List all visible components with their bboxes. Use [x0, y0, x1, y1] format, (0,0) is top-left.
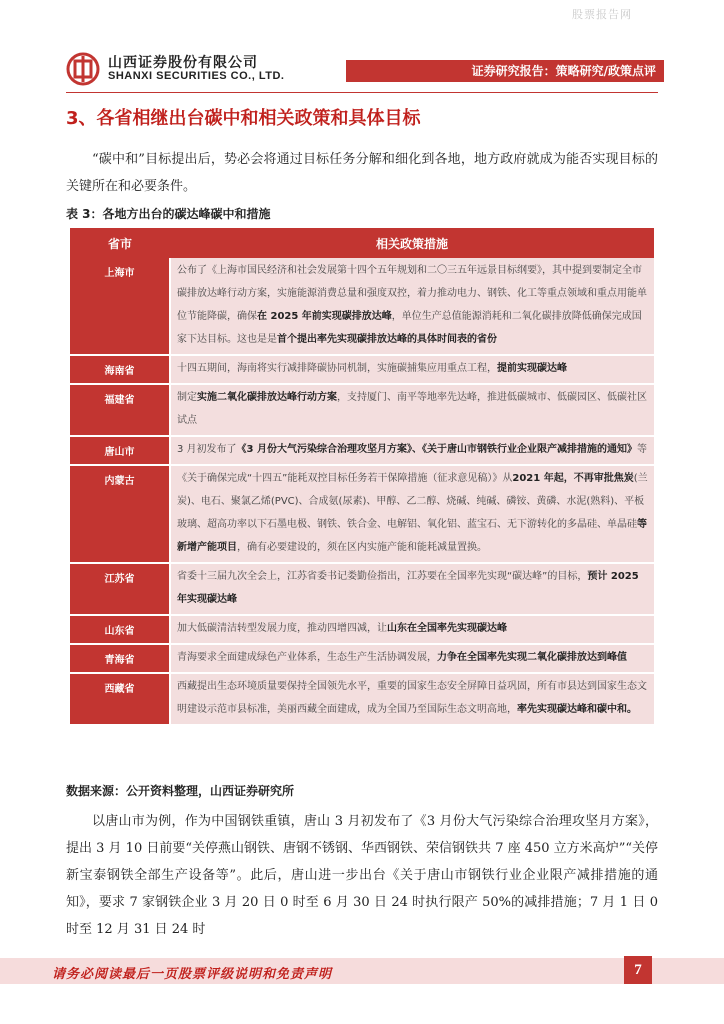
measure-highlight: 等新增产能项目 — [177, 519, 647, 553]
table-row — [70, 258, 654, 355]
report-type-banner: 证券研究报告：策略研究/政策点评 — [346, 60, 664, 82]
measure-cell — [170, 563, 654, 615]
province-cell: 海南省 — [70, 355, 170, 384]
company-logo-icon — [66, 52, 100, 86]
measure-highlight: 山东在全国率先实现碳达峰 — [387, 623, 507, 634]
measure-cell — [170, 465, 654, 563]
measure-text: 西藏提出生态环境质量要保持全国领先水平，重要的国家生态安全屏障日益巩固，所有市县达到国家生态文明建设示范市县标准，美丽西藏全面建成，成为全国乃至国际生态文明高地， — [177, 681, 647, 715]
province-cell: 内蒙古 — [70, 465, 170, 563]
table-row — [70, 563, 654, 615]
table-row — [70, 436, 654, 465]
table-row — [70, 384, 654, 436]
measure-highlight: 2021 年起，不再审批焦炭 — [512, 473, 634, 484]
measure-cell — [170, 355, 654, 384]
data-source: 数据来源：公开资料整理，山西证券研究所 — [66, 784, 295, 798]
measure-cell — [170, 436, 654, 465]
measure-highlight: 《3 月份大气污染综合治理攻坚月方案》、《关于唐山市钢铁行业企业限产减排措施的通知》 — [236, 444, 637, 455]
measure-cell — [170, 673, 654, 725]
table-row — [70, 673, 654, 725]
measure-text: ，单位生产总值能源消耗和二氧化碳排放降低确保完成国家下达目标。这也是是 — [177, 311, 642, 345]
policy-table — [70, 228, 654, 726]
measure-text: (兰炭)、电石、聚氯乙烯(PVC)、合成氨(尿素)、甲醇、乙二醇、烧碱、纯碱、磷铵、黄磷、水泥(熟料)、平板玻璃、超高功率以下石墨电极、钢铁、铁合金、电解铝、氧化铝、蓝宝石、无下游转化的多晶硅、单晶硅 — [177, 473, 648, 530]
measure-text: 十四五期间，海南将实行减排降碳协同机制，实施碳捕集应用重点工程， — [177, 363, 497, 374]
body-paragraph: 以唐山市为例，作为中国钢铁重镇，唐山 3 月初发布了《3 月份大气污染综合治理攻坚月方案》，提出 3 月 10 日前要“关停燕山钢铁、唐钢不锈钢、华西钢铁、荣信钢铁共 7 座 450 立方米高炉”“关停新宝泰钢铁全部生产设备等”。此后，唐山进一步出台《关于唐山市钢铁行业企业限产减排措施的通知》，要求 7 家钢铁企业 3 月 20 日 0 时至 6 月 30 日 24 时执行限产 50%的减排措施；7 月 1 日 0 时至 12 月 31 日 24 时 — [66, 814, 658, 937]
measure-cell — [170, 258, 654, 355]
page-number: 7 — [624, 956, 652, 984]
table-row — [70, 355, 654, 384]
measure-highlight: 首个提出率先实现碳排放达峰的具体时间表的省份 — [277, 334, 497, 345]
measure-highlight: 提前实现碳达峰 — [497, 363, 567, 374]
company-name-cn: 山西证券股份有限公司 — [108, 55, 258, 71]
table-header-row — [70, 228, 654, 258]
measure-highlight: 在 2025 年前实现碳排放达峰 — [257, 311, 392, 322]
table-caption: 表 3：各地方出台的碳达峰碳中和措施 — [66, 207, 271, 221]
measure-text: 公布了《上海市国民经济和社会发展第十四个五年规划和二〇三五年远景目标纲要》，其中提到要制定全市碳排放达峰行动方案，实施能源消费总量和强度双控，着力推动电力、钢铁、化工等重点领域和重点用能单位节能降碳，确保 — [177, 265, 647, 322]
province-cell: 山东省 — [70, 615, 170, 644]
header-divider — [66, 92, 658, 93]
measure-text: 省委十三届九次全会上，江苏省委书记娄勤俭指出，江苏要在全国率先实现“碳达峰”的目标， — [177, 571, 588, 582]
measure-highlight: 率先实现碳达峰和碳中和。 — [517, 704, 637, 715]
province-cell: 福建省 — [70, 384, 170, 436]
measure-highlight: 力争在全国率先实现二氧化碳排放达到峰值 — [437, 652, 627, 663]
province-cell: 江苏省 — [70, 563, 170, 615]
measure-cell — [170, 644, 654, 673]
province-cell: 西藏省 — [70, 673, 170, 725]
province-cell: 上海市 — [70, 258, 170, 355]
measure-text: 等 — [637, 444, 647, 455]
measure-cell — [170, 384, 654, 436]
company-name-en: SHANXI SECURITIES CO., LTD. — [108, 70, 285, 82]
province-cell: 唐山市 — [70, 436, 170, 465]
watermark-text: 股票报告网 — [572, 8, 632, 21]
measure-text: ，确有必要建设的，须在区内实施产能和能耗减量置换。 — [237, 542, 487, 553]
section-title: 3、各省相继出台碳中和相关政策和具体目标 — [66, 108, 421, 129]
table-row — [70, 644, 654, 673]
measure-text: 青海要求全面建成绿色产业体系，生态生产生活协调发展， — [177, 652, 437, 663]
measure-text: 制定 — [177, 392, 197, 403]
table-row — [70, 465, 654, 563]
header-measures: 相关政策措施 — [170, 228, 654, 258]
footer-disclaimer: 请务必阅读最后一页股票评级说明和免责声明 — [52, 967, 333, 982]
measure-text: 3 月初发布了 — [177, 444, 237, 455]
header-province: 省市 — [70, 228, 170, 258]
measure-text: ，支持厦门、南平等地率先达峰，推进低碳城市、低碳园区、低碳社区试点 — [177, 392, 647, 426]
table-row — [70, 615, 654, 644]
intro-paragraph: “碳中和”目标提出后，势必会将通过目标任务分解和细化到各地，地方政府就成为能否实现目标的关键所在和必要条件。 — [66, 152, 658, 194]
measure-highlight: 实施二氧化碳排放达峰行动方案 — [197, 392, 337, 403]
page-header — [66, 48, 658, 92]
measure-text: 《关于确保完成“十四五”能耗双控目标任务若干保障措施（征求意见稿）》从 — [177, 473, 513, 484]
measure-cell — [170, 615, 654, 644]
measure-text: 加大低碳清洁转型发展力度，推动四增四减，让 — [177, 623, 387, 634]
province-cell: 青海省 — [70, 644, 170, 673]
measure-highlight: 预计 2025 年实现碳达峰 — [177, 571, 639, 605]
